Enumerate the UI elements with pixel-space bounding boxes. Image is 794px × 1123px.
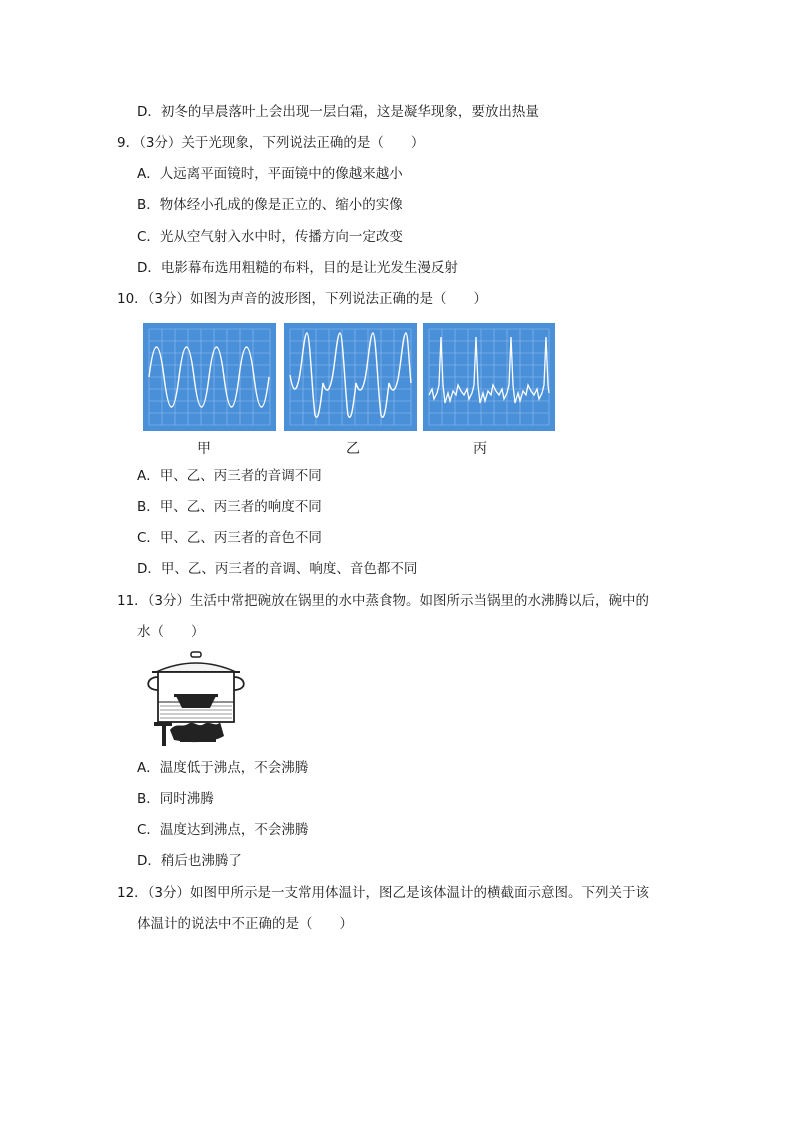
q11-option-a: A．温度低于沸点，不会沸腾 [137,760,309,776]
q10-option-d: D．甲、乙、丙三者的音调、响度、音色都不同 [137,561,418,577]
q8-option-d: D．初冬的早晨落叶上会出现一层白霜，这是凝华现象，要放出热量 [137,104,539,120]
q10-option-a: A．甲、乙、丙三者的音调不同 [137,468,322,484]
q11-stem-line2: 水（ ） [137,624,205,640]
q10-stem: 10．（3分）如图为声音的波形图，下列说法正确的是（ ） [117,291,488,307]
waveform-bing-trace [429,337,549,403]
waveform-yi-figure [284,323,417,431]
q9-option-a: A．人远离平面镜时，平面镜中的像越来越小 [137,166,403,182]
q11-stem-line1: 11．（3分）生活中常把碗放在锅里的水中蒸食物。如图所示当锅里的水沸腾以后，碗中的 [117,593,650,609]
waveform-yi-trace [290,333,411,417]
q11-option-b: B．同时沸腾 [137,791,214,807]
figure-label-bing: 丙 [473,441,487,457]
q12-stem-line2: 体温计的说法中不正确的是（ ） [137,916,353,932]
q11-option-d: D．稍后也沸腾了 [137,853,242,869]
figure-label-yi: 乙 [346,441,360,457]
q9-option-c: C．光从空气射入水中时，传播方向一定改变 [137,229,403,245]
q12-stem-line1: 12．（3分）如图甲所示是一支常用体温计，图乙是该体温计的横截面示意图。下列关于该 [117,885,650,901]
figure-label-jia: 甲 [197,441,211,457]
q10-option-c: C．甲、乙、丙三者的音色不同 [137,530,322,546]
q11-option-c: C．温度达到沸点，不会沸腾 [137,822,309,838]
steaming-pot-figure [140,650,252,750]
q9-stem: 9．（3分）关于光现象，下列说法正确的是（ ） [117,135,425,151]
q9-option-d: D．电影幕布选用粗糙的布料，目的是让光发生漫反射 [137,260,458,276]
waveform-bing-figure [423,323,555,431]
q9-option-b: B．物体经小孔成的像是正立的、缩小的实像 [137,197,403,213]
waveform-jia-figure [143,323,276,431]
q10-option-b: B．甲、乙、丙三者的响度不同 [137,499,322,515]
